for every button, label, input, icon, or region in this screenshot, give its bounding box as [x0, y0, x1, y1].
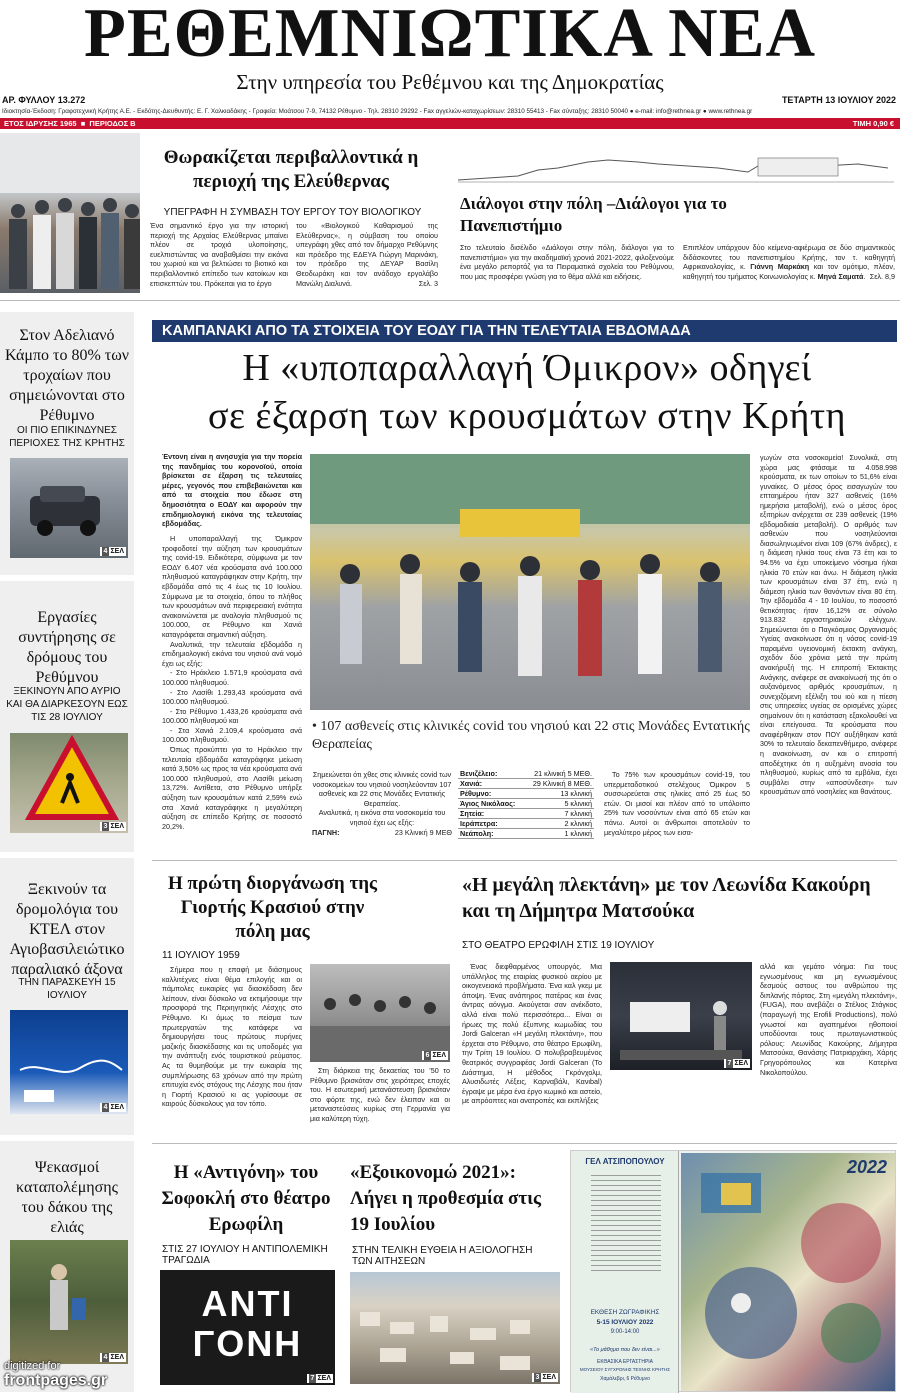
accidents-page: 4 [103, 548, 108, 555]
play-page-badge[interactable] [724, 1059, 750, 1068]
wine-title[interactable]: Η πρώτη διοργάνωση της Γιορτής Κρασιού στην πόλη μας [167, 873, 378, 942]
sidebar-item-accidents-sub: ΟΙ ΠΙΟ ΕΠΙΚΙΝΔΥΝΕΣ ΠΕΡΙΟΧΕΣ ΤΗΣ ΚΡΗΤΗΣ [9, 425, 125, 449]
exhibition-school: ΓΕΛ ΑΤΣΙΠΟΠΟΥΛΟΥ [585, 1157, 665, 1166]
exhibition-title: ΕΚΘΕΣΗ ΖΩΓΡΑΦΙΚΗΣ [590, 1309, 660, 1316]
roads-sel: ΣΕΛ [110, 823, 124, 830]
main-headline-1[interactable]: Η «υποπαραλλαγή Όμικρον» οδηγεί [242, 347, 812, 389]
newspaper-title: ΡΕΘΕΜΝΙΩΤΙΚΑ ΝΕΑ [84, 0, 816, 72]
university-name1: Γιάννη Μαρκάκη [750, 262, 810, 272]
hospital-table [458, 769, 594, 839]
hospital-name: Σητεία: [460, 809, 485, 818]
hospital-name: Χανιά: [460, 779, 483, 788]
eleftherna-col2-text: του «Βιολογικού Καθαρισμού της Ελεύθερνας», η σύμβαση του οποίου υπεγράφη χθες από τον δήμαρχο Ρεθύμνης και πρόεδρο της ΕΔΕΥΑ Γιώργη Μαρινάκη, τον πρόεδρο της ΔΕΥΑΡ Βασίλη Θεοδωράκη και τον ανάδοχο εργολάβο Μανώλη Διαλυνά. [296, 221, 438, 288]
sidebar-divider-3 [0, 1135, 134, 1141]
university-col1: Στο τελευταίο δισέλιδο «Διάλογοι στην πόλη, διάλογοι για το πανεπιστήμιο» για την ακαδημαϊκή χρονιά 2021-2022, φιλοξενούμε ένα μεγάλο ρεπορτάζ για τα Πειραματικά σχολεία του Ρεθύμνου, που μας προσφέρει γνώση για το θέμα αλλά και ειδήσεις. [460, 243, 674, 281]
antigone-poster [160, 1270, 335, 1385]
play-photo [610, 962, 752, 1070]
car-crash-photo [10, 458, 128, 558]
eleftherna-col1: Ένα σημαντικό έργο για την ιστορική περιοχή της Αρχαίας Ελεύθερνας μπαίνει πλέον σε τροχιά υλοποίησης, ευελπιστώντας να αναβαθμίσει την εικόνα του χωριού και να βελτιώσει το βιοτικό και περιβαλλοντικό επίπεδο των κατοίκων και επισκεπτών του. Πρόκειται για το έργο [150, 221, 288, 288]
pagni-label: ΠΑΓΝΗ: [312, 827, 340, 837]
main-kicker: ΚΑΜΠΑΝΑΚΙ ΑΠΟ ΤΑ ΣΤΟΙΧΕΙΑ ΤΟΥ ΕΟΔΥ ΓΙΑ ΤΗΝ ΤΕΛΕΥΤΑΙΑ ΕΒΔΟΜΑΔΑ [162, 323, 691, 339]
exhibition-venue: ΕΚΘΑΣΙΚΑ ΕΡΓΑΣΤΗΡΙΑ [596, 1359, 654, 1365]
sidebar-item-roads-sub: ΞΕΚΙΝΟΥΝ ΑΠΟ ΑΥΡΙΟ ΚΑΙ ΘΑ ΔΙΑΡΚΕΣΟΥΝ ΕΩΣ ΤΙΣ 28 ΙΟΥΛΙΟΥ [6, 686, 128, 723]
sidebar-item-ktel-sub: ΤΗΝ ΠΑΡΑΣΚΕΥΗ 15 ΙΟΥΛΙΟΥ [18, 977, 116, 1001]
save-page: 3 [535, 1374, 540, 1381]
save-sel: ΣΕΛ [542, 1374, 556, 1381]
artwork-icon [681, 1153, 895, 1391]
play-subtitle: ΣΤΟ ΘΕΑΤΡΟ ΕΡΩΦΙΛΗ ΣΤΙΣ 19 ΙΟΥΛΙΟΥ [462, 940, 655, 951]
hospital-name: Βενιζέλειο: [460, 769, 498, 778]
main-body2: Αναλυτικά, την τελευταία εβδομάδα η επιδημιολογική εικόνα του νησιού ανά νομό έχει ως εξής: [162, 639, 302, 668]
period: ΠΕΡΙΟΔΟΣ Β [89, 119, 136, 128]
university-col2-a: Επιπλέον υπάρχουν δύο κείμενα-αφιέρωμα σε δύο σημαντικούς διδάσκοντες του πανεπιστημίου Κρήτης, τον τ. καθηγητή Αφρικανολογίας, κ. [683, 243, 895, 272]
exhibition-ad[interactable] [570, 1150, 896, 1392]
olive-sel: ΣΕΛ [110, 1354, 124, 1361]
newspaper-subtitle: Στην υπηρεσία του Ρεθέμνου και της Δημοκρατίας [236, 70, 664, 94]
roadwork-sign-icon [10, 733, 128, 833]
play-page: 7 [727, 1060, 732, 1067]
university-col2-b: και τον ομότιμο, πλέον, καθηγητή του τμήματος Κοινωνιολογίας κ. [683, 262, 896, 281]
hospital-row [458, 779, 594, 789]
roads-page: 3 [103, 823, 108, 830]
exhibition-year: 2022 [846, 1157, 887, 1177]
wine-page-badge[interactable] [422, 1051, 448, 1060]
main-list-3: - Στο Ρέθυμνο 1.433,26 κρούσματα ανά 100.000 πληθυσμού και [162, 706, 302, 726]
city-aerial-icon [350, 1272, 560, 1384]
roadwork-sign-photo [10, 733, 128, 833]
main-body3: Όπως προκύπτει για το Ηράκλειο την τελευταία εβδομάδα καταγράφηκε μείωση κατά 3,50% ως προς τα νέα κρούσματα ανά 100.000 πληθυσμού, στο Λασίθι μείωση 13,72%. Αντίθετα, στο Ρέθυμνο υπήρξε αύξηση των κρουσμάτων κατά 2,59% ενώ στα Χανιά καταγράφηκε η μεγαλύτερη αύξηση σε επίπεδο Κρήτης σε ποσοστό 20,2%. [162, 745, 302, 831]
hospital-row [458, 799, 594, 809]
main-body-col1 [162, 534, 302, 831]
sidebar-item-roads-title[interactable]: Εργασίες συντήρησης σε δρόμους του Ρεθύμνου [18, 609, 116, 686]
exhibition-dates: 5-15 ΙΟΥΛΙΟΥ 2022 [596, 1319, 654, 1326]
olive-page: 4 [103, 1354, 108, 1361]
eleftherna-subtitle: ΥΠΕΓΡΑΦΗ Η ΣΥΜΒΑΣΗ ΤΟΥ ΕΡΓΟΥ ΤΟΥ ΒΙΟΛΟΓΙΚΟΥ [163, 207, 422, 218]
crowd-photo [310, 454, 750, 710]
eleftherna-col2 [296, 221, 438, 288]
exhibition-quote: «Το μάθημα που δεν είναι...» [590, 1347, 660, 1353]
save-title[interactable]: «Εξοικονομώ 2021»: Λήγει η προθεσμία στις 19 Ιουλίου [350, 1162, 542, 1235]
hospital-value: 7 κλινική [524, 809, 594, 819]
roads-page-badge[interactable] [100, 822, 126, 831]
spraying-photo [10, 1240, 128, 1364]
issue-line [0, 95, 900, 107]
divider-mid [152, 860, 897, 861]
digitized-label: digitized for [4, 1360, 61, 1372]
ktel-page-badge[interactable] [100, 1103, 126, 1112]
ktel-page: 4 [103, 1104, 108, 1111]
imprint: Ιδιοκτησία-Έκδοση: Γραφοτεχνική Κρήτης Α.Ε. - Εκδότης-Διευθυντής: Ε. Γ. Χαλκιαδάκης - Γραφεία: Μοάτσου 7-9, 74132 Ρέθυμνο - Τηλ. 28310 29292 - Fax αγγελιών-καταχωρίσεων: 28310 55413 - Fax σύνταξης: 28310 50040 ● e-mail: info@rethnea.gr ● www.rethnea.gr [2, 108, 753, 115]
wine-date: 11 ΙΟΥΛΙΟΥ 1959 [162, 950, 240, 961]
university-col2: Επιπλέον υπάρχουν δύο κείμενα-αφιέρωμα σε δύο σημαντικούς διδάσκοντες του πανεπιστημίου Κρήτης, τον τ. καθηγητή Αφρικανολογίας, κ. Γιάννη Μαρκάκη και τον ομότιμο, πλέον, καθηγητή του τμήματος Κοινωνιολογίας κ. Μηνά Σαματά. Σελ. 8,9 [683, 243, 896, 281]
main-lead: Έντονη είναι η ανησυχία για την πορεία της πανδημίας του κορονοϊού, οποία βρίσκεται σε έξαρση τις τελευταίες μέρες, γεγονός που επιβεβαιώνεται και από τα στοιχεία που έδωσε στη δημοσιότητα ο ΕΟΔΥ και αφορούν την επιδημιολογική εικόνα της τελευταίας εβδομάδας. [162, 452, 302, 529]
hospital-row [458, 769, 594, 779]
exhibition-artwork [681, 1153, 895, 1391]
founded: ΕΤΟΣ ΙΔΡΥΣΗΣ 1965 [4, 119, 77, 128]
sprayer-icon [10, 1240, 128, 1364]
hospital-value: 21 κλινική 5 ΜΕΘ. [524, 769, 594, 779]
wine-page: 6 [425, 1052, 430, 1059]
exhibition-venue2: ΜΟΥΣΕΙΟΥ ΣΥΓΧΡΟΝΗΣ ΤΕΧΝΗΣ ΚΡΗΤΗΣ [579, 1367, 671, 1372]
divider-low [152, 1143, 897, 1144]
hospital-value: 1 κλινική [524, 829, 594, 839]
hospital-value: 2 κλινική [524, 819, 594, 829]
eleftherna-photo [0, 133, 140, 293]
main-bottom-left-2: Αναλυτικά, η εικόνα στα νοσοκομεία του νησιού έχει ως εξής: [318, 808, 446, 827]
main-bottom-right: Το 75% των κρουσμάτων covid-19, του υπερμεταδοτικού στελέχους Όμικρον 5 συσσωρεύεται στις ηλικίες από 25 έως 50 ετών. Οι μισοί και πλέον από το υπόλοιπο 25% των νοσούντων είναι από 65 ετών και πάνω. Αυτοί οι άνθρωποι αποτελούν το μεγαλύτερο μέρος των εισα- [604, 770, 750, 837]
crowd-icon [310, 454, 750, 710]
wine-photo [310, 964, 450, 1062]
pagni-value: 23 Κλινική 9 ΜΕΘ [394, 827, 452, 837]
info-bar: ΕΤΟΣ ΙΔΡΥΣΗΣ 1965 ■ ΠΕΡΙΟΔΟΣ Β ΤΙΜΗ 0,90 € [0, 118, 900, 129]
sidebar-item-accidents-title[interactable]: Στον Αδελιανό Κάμπο το 80% των τροχαίων που σημειώνονται στο Ρέθυμνο [5, 327, 129, 424]
eleftherna-ref: Σελ. 3 [418, 278, 438, 288]
frontpages-label[interactable]: frontpages.gr [4, 1372, 108, 1389]
exhibition-info-panel [571, 1151, 679, 1393]
hospital-row [458, 809, 594, 819]
accidents-page-badge[interactable] [100, 547, 126, 556]
hospital-name: Νεάπολη: [460, 829, 494, 838]
main-bottom-left [312, 770, 452, 837]
issue-date: ΤΕΤΑΡΤΗ 13 ΙΟΥΛΙΟΥ 2022 [781, 95, 896, 105]
hospital-name: Άγιος Νικόλαος: [460, 799, 516, 808]
antigone-subtitle: ΣΤΙΣ 27 ΙΟΥΛΙΟΥ Η ΑΝΤΙΠΟΛΕΜΙΚΗ ΤΡΑΓΩΔΙΑ [162, 1244, 328, 1266]
main-bottom-left-1: Σημειώνεται ότι χθες στις κλινικές covid των νοσοκομείων του νησιού νοσηλεύονταν 107 ασθενείς και 22 στις Μονάδες Εντατικής Θεραπείας. [312, 770, 452, 808]
hospital-name: Ιεράπετρα: [460, 819, 498, 828]
exhibition-names-list [591, 1175, 661, 1275]
play-col1: Ένας διεφθαρμένος υπουργός. Μια υπάλληλος της εταιρίας φυσικού αερίου με οικογενειακά προβλήματα. Ένα καλ γκεμ με άποψη. Ένας ανάπηρος πατέρας και ένας άντρας αόνγμα. Ακούγεται σαν ανέκδοτο, αλλά είναι πολύ περισσότερα... Είναι οι ήρωες της πολύ έξυπνης κωμωδίας του Jordi Galceran «Η μεγάλη πλεκτάνη», που έρχεται στο Ρέθυμνο, στο θέατρο Ερωφίλη, την Τρίτη 19 Ιουλίου. Ο πολυβραβευμένος θεατρικός συγγραφέας Jordi Galceran (Το Διάστημα, Η μέθοδος Γκρόνχολμ, Αλυσιδωτές Λέξεις, Καρναβάλι, Κανιbal) έγραψε με μέρα ένα έργο κωμικό και αστείο, με απρόοπτες και ανατροπές και εκπλήξεις [462, 962, 602, 1106]
antigone-sel: ΣΕΛ [317, 1375, 331, 1382]
hospital-row [458, 819, 594, 829]
skyline-sketch-icon [458, 150, 894, 190]
antigone-page: 7 [310, 1375, 315, 1382]
accidents-sel: ΣΕΛ [110, 548, 124, 555]
exhibition-address: Χαμάλεβρι, 6 Ρέθυμνο [600, 1376, 650, 1382]
stage-icon [610, 962, 752, 1070]
main-list-1: - Στο Ηράκλειο 1.571,9 κρούσματα ανά 100.000 πληθυσμού. [162, 668, 302, 687]
wine-body2: Στη διάρκεια της δεκαετίας του ’50 το Ρέθυμνο βρισκόταν στις χειρότερες εποχές του. Η εσωτερική μετανάστευση βρισκόταν στο φόρτε της, ενώ δεν έλειπαν και οι μεταναστεύσεις κυρίως στη Γερμανία για μια καλύτερη τύχη. [310, 1066, 450, 1123]
sidebar-item-ktel-title[interactable]: Ξεκινούν τα δρομολόγια του ΚΤΕΛ στον Αγιοβασιλειώτικο παραλιακό άξονα [9, 881, 125, 978]
eleftherna-title[interactable]: Θωρακίζεται περιβαλλοντικά η περιοχή της Ελεύθερνας [163, 147, 419, 192]
ktel-sel: ΣΕΛ [110, 1104, 124, 1111]
play-sel: ΣΕΛ [734, 1060, 748, 1067]
price: ΤΙΜΗ 0,90 € [852, 119, 894, 128]
people-photo-icon [0, 133, 140, 293]
vintage-crowd-icon [310, 964, 450, 1062]
play-col2: αλλά και γεμάτο νόημα: Για τους εγνωσμένους και μη εγνωσμένους δεσμούς αστους του ανθρώπου της διπλανής πόρτας. Στη «μεγάλη πλεκτάνη», (FUGA), που ανεβάζει ο Στέλιος Στάγκος (παραγωγή της Erofili Productions), πολύ γνωστοί και αγαπημένοι ηθοποιοί υποδύονται τους πρωταγωνιστικούς ρόλους: Λεωνίδας Κακούρης, Δήμητρα Ματσούκα, Θανάσης Πατριαρχάκη, Χάρης Γρηγορόπουλος και Κατερίνα Νικολοπούλου. [760, 962, 897, 1077]
hospital-value: 13 κλινική [524, 789, 594, 799]
hospital-value: 29 Κλινική 8 ΜΕΘ. [524, 779, 594, 789]
main-list-4: - Στα Χανιά 2.109,4 κρούσματα ανά 100.000 πληθυσμού. [162, 725, 302, 745]
university-sketch [458, 150, 894, 190]
hospital-value: 5 κλινική [524, 799, 594, 809]
sidebar-divider-2 [0, 852, 134, 858]
hospital-row [458, 829, 594, 839]
university-name2: Μηνά Σαματά [817, 271, 864, 281]
antigone-title[interactable]: Η «Αντιγόνη» του Σοφοκλή στο θέατρο Ερωφίλη [161, 1162, 331, 1235]
play-title[interactable]: «Η μεγάλη πλεκτάνη» με τον Λεωνίδα Κακούρη και τη Δήμητρα Ματσούκα [462, 874, 871, 922]
main-headline-2[interactable]: σε έξαρση των κρουσμάτων στην Κρήτη [207, 395, 846, 437]
sidebar-item-olive-title[interactable]: Ψεκασμοί καταπολέμησης του δάκου της ελιάς [16, 1159, 118, 1236]
issue-number: ΑΡ. ΦΥΛΛΟΥ 13.272 [2, 95, 86, 105]
save-subtitle: ΣΤΗΝ ΤΕΛΙΚΗ ΕΥΘΕΙΑ Η ΑΞΙΟΛΟΓΗΣΗ ΤΩΝ ΑΙΤΗΣΕΩΝ [352, 1245, 533, 1267]
car-icon [10, 458, 128, 558]
divider-top [0, 300, 900, 301]
main-list-2: - Στο Λασίθι 1.293,43 κρούσματα ανά 100.000 πληθυσμού. [162, 687, 302, 707]
university-title[interactable]: Διάλογοι στην πόλη –Διάλογοι για το Πανεπιστήμιο [460, 194, 727, 235]
university-ref: Σελ. 8,9 [869, 271, 895, 281]
wine-sel: ΣΕΛ [432, 1052, 446, 1059]
exhibition-hours: 9:00-14:00 [610, 1329, 640, 1335]
wine-body: Σήμερα που η επαφή με διάσημους καλλιτέχνες είναι θέμα επιλογής και οι πάμπολες ευκαιρίες για διασκέδαση δεν λείπουν, είναι δύσκολο να εκτιμήσουμε την προσφορά της Περιηγητικής Λέσχης στο Ρέθυμνο. Κι όμως το πείσμα των πρωτεργατών της κατάφερε να δημιουργήσει τους πρώτους πυρήνες μαζικής διασκέδασης και τις υποδομές για την ανάπτυξη ενός τουριστικού ρεύματος. Ας τα θυμηθούμε με την ευκαιρία της συμπλήρωσης 63 χρόνων από την πρώτη επιτυχία ενός στόχους της Λέσχης που ήταν η Γιορτή Κρασιού κι ας γυρίσουμε σε καιρούς δύσκολους για τον τόπο. [162, 965, 302, 1109]
antigone-poster-title: ΑΝΤΙ ΓΟΝΗ [192, 1283, 303, 1364]
city-photo [350, 1272, 560, 1384]
main-right-col: γωγών στα νοσοκομεία! Συνολικά, στη χώρα μας φτάσαμε τα 4.058.998 κρούσματα, εκ των οποίων το 51,6% είναι γυναίκες. Ο μέσος όρος εισαγωγών του επταημέρου ήταν 327 ασθενείς (16% ημερήσια μεταβολή), ενώ ο μέσος όρος εξιτηρίων ανέρχεται σε 239 ασθενείς (19% εβδομαδιαία μεταβολή). Ο αριθμός των ασθενών που νοσηλεύονται διασωληνωμένοι είναι 109 (67% άνδρες), ε η διάμεση ηλικία τους είναι 73 έτη και το 94.5% να έχει υποκείμενο νόσημα ή/και ηλικία 70 ετών και άνω. Η διάμεση ηλικία των κρουσμάτων είναι 37 έτη, ενώ η διάμεση ηλικία των θανόντων είναι 80 έτη. Την εβδομάδα 4 - 10 Ιουλίου, το ποσοστό θετικότητας ήταν 16,12% σε σύνολο 913.832 εργαστηριακών ελέγχων. Σημειώνεται ότι ο Παγκόσμιος Οργανισμός Υγείας ανακοίνωσε ότι η νόσος covid-19 παραμένει υγειονομική έκτακτη ανάγκη, σχεδόν δύο χρόνια μετά την πρώτη ανακήρυξή της. Η επιτροπή Έκτακτης Ανάγκης, ανέφερε σε ανακοίνωσή της ότι ο αυξανόμενος αριθμός κρουσμάτων, η συνεχιζόμενη εξέλιξη του ιού και η πίεση στις υπηρεσίες υγείας σε ορισμένες χώρες σημαίνουν ότι η κατάσταση εξακολουθεί να είναι επείγουσα. Τα κρούσματα που αναφέρθηκαν στον ΠΟΥ αυξήθηκαν κατά 30% το τελευταίο δεκαπενθήμερο, ανέφερε η ανακοίνωση, αν και ο επιτροπή αποδέχτηκε ότι η αυξημένη ανοσία του πληθυσμού, κυρίως από τα εμβόλια, έχει συμβάλει στην «αποσύνδεση» των κρουσμάτων από νοσηλείες και θανάτους. [760, 454, 897, 797]
sidebar-divider-1 [0, 575, 134, 581]
hospital-name: Ρέθυμνο: [460, 789, 492, 798]
bus-map-icon [10, 1010, 128, 1114]
main-photo-caption: • 107 ασθενείς στις κλινικές covid του νησιού και 22 στις Μονάδες Εντατικής Θεραπείας [312, 719, 750, 752]
antigone-page-badge[interactable] [307, 1374, 333, 1383]
hospital-row [458, 789, 594, 799]
save-page-badge[interactable] [532, 1373, 558, 1382]
ktel-poster [10, 1010, 128, 1114]
main-body1: Η υποπαραλλαγή της Όμικρον τροφοδοτεί την αύξηση των κρουσμάτων της covid-19. Ειδικότερα, σύμφωνα με τον ΕΟΔΥ 6.407 νέα κρούσματα ανά 100.000 πληθυσμού καταγράφηκαν στην Κρήτη, την εβδομάδα από τις 4 έως τις 10 Ιουλίου. Σύμφωνα με τα στοιχεία, όπου το πλήθος των κρουσμάτων ανά περιφερειακή ενότητα ανακοινώνεται με αναλογία πληθυσμού τις 100.000, σε Ρέθυμνο και Χανιά καταγράφεται σημαντική αύξηση. [162, 534, 302, 639]
